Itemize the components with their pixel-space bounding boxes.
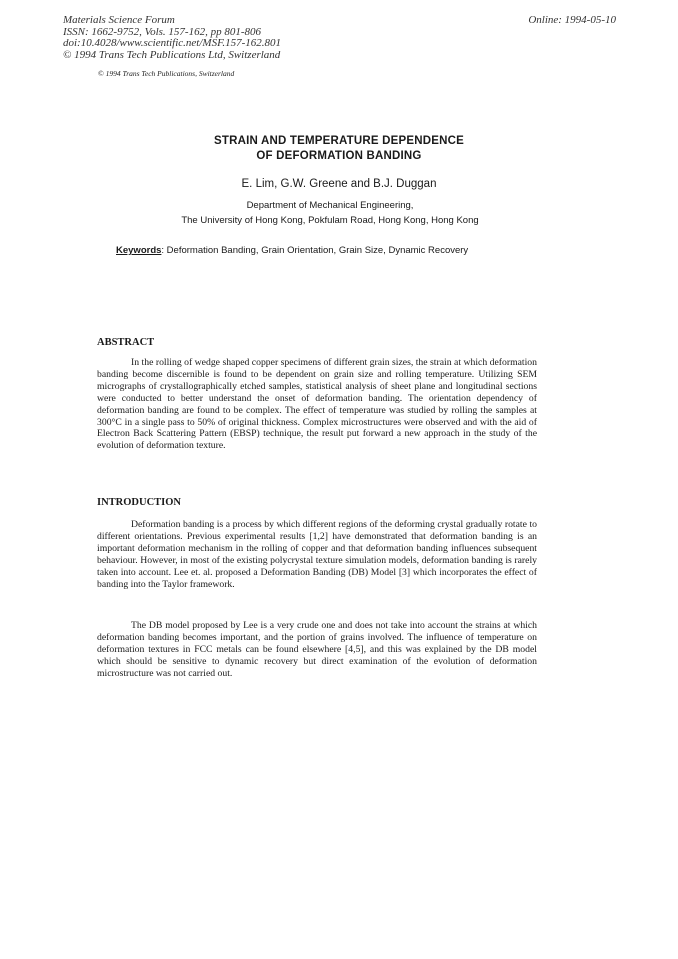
introduction-paragraph-2: The DB model proposed by Lee is a very crude one and does not take into account the strains at which deformation banding becomes important, and the portion of grains involved. The influence of temperature on deformation textures in FCC metals can be found elsewhere [4,5], and this was explained by the DB model which should be sensitive to dynamic recovery but direct examination of the evolution of deformation microstructure was not carried out. (97, 620, 537, 679)
online-date: Online: 1994-05-10 (528, 14, 616, 26)
keywords-text: : Deformation Banding, Grain Orientation, Grain Size, Dynamic Recovery (161, 245, 469, 256)
affiliation-university: The University of Hong Kong, Pokfulam Road, Hong Kong, Hong Kong (181, 215, 479, 226)
copyright-stamp: © 1994 Trans Tech Publications, Switzerland (98, 69, 235, 78)
title-line-1: STRAIN AND TEMPERATURE DEPENDENCE (213, 135, 465, 147)
introduction-paragraph-1: Deformation banding is a process by which different regions of the deforming crystal gradually rotate to different orientations. Previous experimental results [1,2] have demonstrated that deformation banding is an important deformation mechanism in the rolling of copper and that deformation banding influences subsequent behaviour. However, in most of the existing polycrystal texture simulation models, deformation banding is rarely taken into account. Lee et. al. proposed a Deformation Banding (DB) Model [3] which incorporates the effect of banding into the Taylor framework. (97, 519, 537, 590)
doi-link[interactable]: doi:10.4028/www.scientific.net/MSF.157-162.801 (63, 37, 282, 49)
keywords-label: Keywords (116, 245, 162, 256)
title-line-2: OF DEFORMATION BANDING (256, 150, 422, 162)
abstract-body (97, 357, 537, 452)
keywords (116, 245, 468, 256)
issn-line: ISSN: 1662-9752, Vols. 157-162, pp 801-806 (63, 25, 261, 38)
journal-name: Materials Science Forum (63, 14, 175, 26)
introduction-body-2 (97, 620, 537, 680)
paper-title (0, 134, 678, 164)
abstract-paragraph: In the rolling of wedge shaped copper specimens of different grain sizes, the strain at which deformation banding become discernible is found to be dependent on grain size and rolling temperature. Utilizing SEM micrographs of crystallographically etched samples, statistical analysis of sheet plane and longitudinal sections were conducted to better understand the onset of deformation banding. The orientation dependency of deformation banding are found to be complex. The effect of temperature was studied by rolling the samples at 300°C in a single pass to 50% of original thickness. Complex microstructures were observed and with the aid of Electron Back Scattering Pattern (EBSP) technique, the result put forward a new approach in the study of the evolution of deformation texture. (97, 357, 537, 452)
author-list: E. Lim, G.W. Greene and B.J. Duggan (241, 178, 437, 190)
abstract-heading: ABSTRACT (97, 337, 155, 348)
publisher-copyright: © 1994 Trans Tech Publications Ltd, Switzerland (63, 48, 281, 61)
introduction-body-1 (97, 519, 537, 590)
journal-header (63, 15, 281, 61)
affiliation-dept: Department of Mechanical Engineering, (246, 200, 414, 211)
introduction-heading: INTRODUCTION (97, 497, 182, 508)
affiliation (0, 198, 660, 228)
